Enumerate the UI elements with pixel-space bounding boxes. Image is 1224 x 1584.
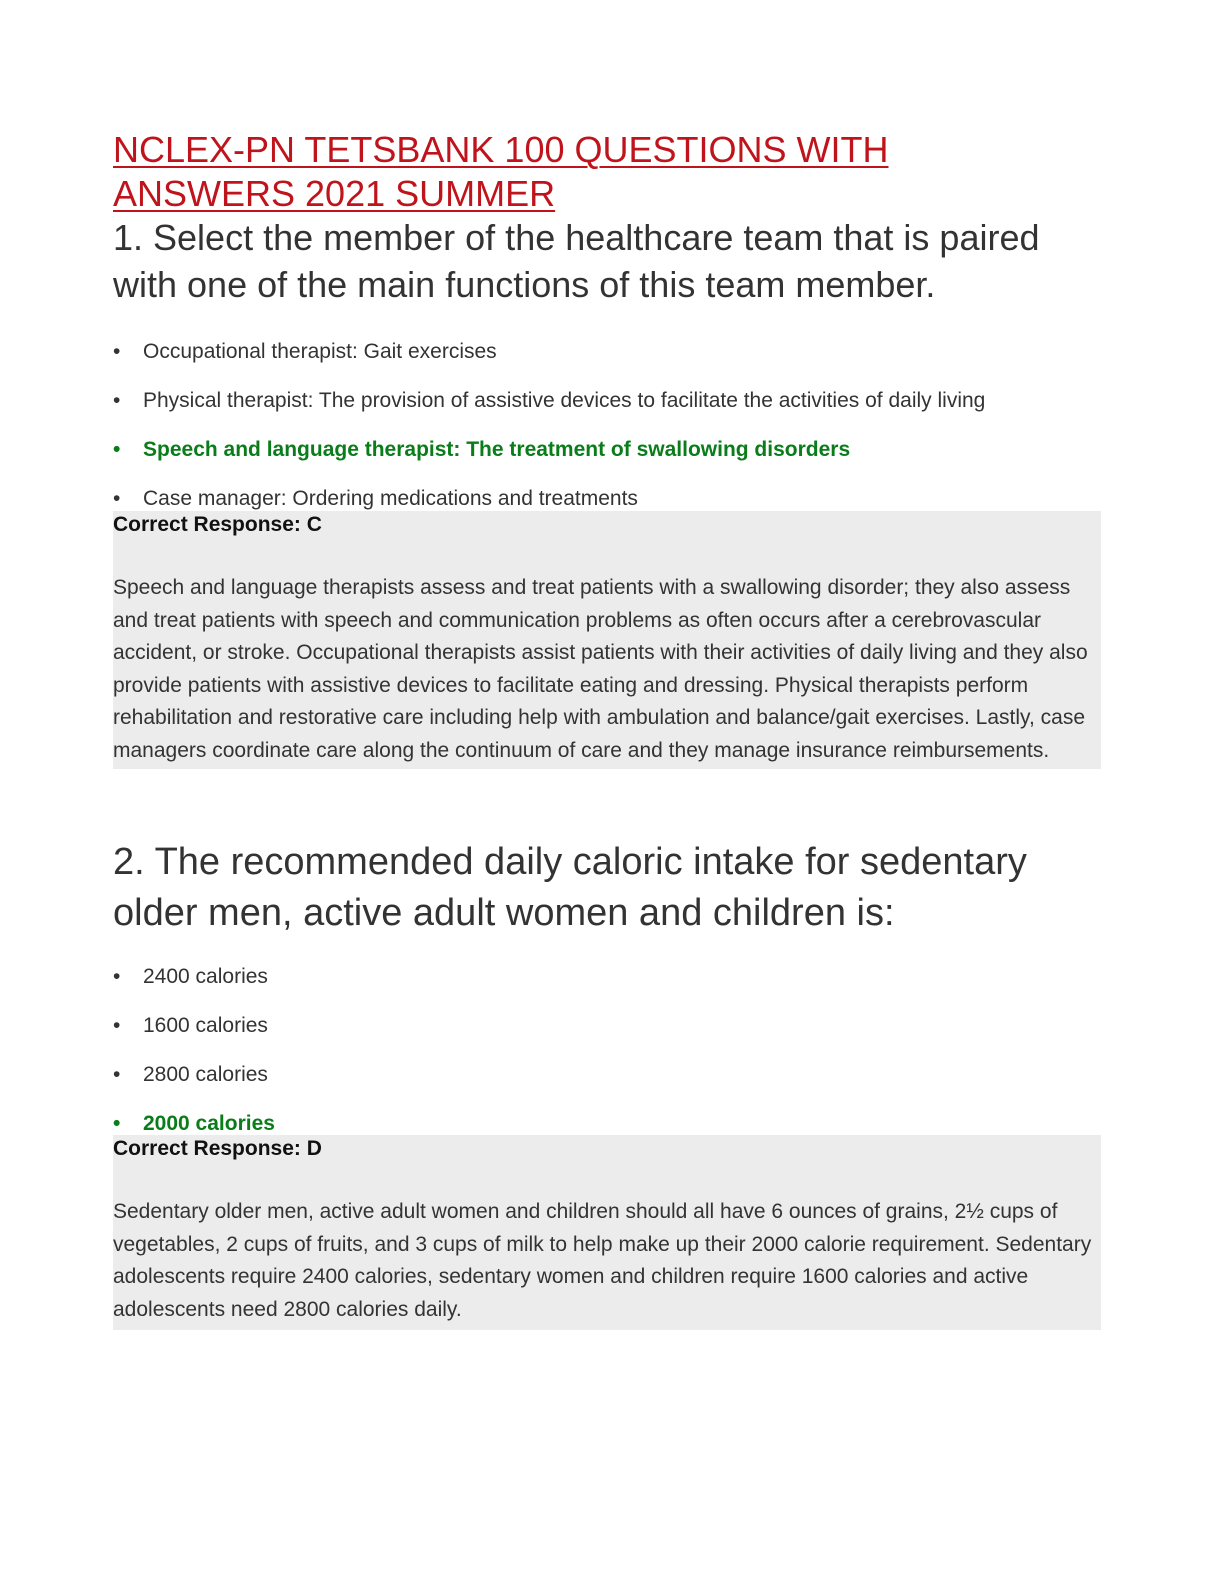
option-text: 1600 calories <box>143 1014 268 1037</box>
question-2-option-a <box>113 964 1101 990</box>
bullet-icon: • <box>113 487 121 510</box>
question-2 <box>113 837 1101 1330</box>
question-1-option-b <box>113 388 1101 414</box>
option-text: Speech and language therapist: The treatment of swallowing disorders <box>143 438 851 461</box>
question-1-options <box>113 339 1101 512</box>
bullet-icon: • <box>113 1112 121 1135</box>
option-text: 2400 calories <box>143 965 268 988</box>
option-text: Case manager: Ordering medications and treatments <box>143 487 638 510</box>
question-1-option-c-correct <box>113 437 1101 463</box>
bullet-icon: • <box>113 438 121 461</box>
option-text: Physical therapist: The provision of assistive devices to facilitate the activities of daily living <box>143 389 986 412</box>
question-1-correct-response: Correct Response: C <box>113 513 322 536</box>
question-2-options <box>113 964 1101 1137</box>
document-title-line-2: ANSWERS 2021 SUMMER <box>113 173 556 214</box>
document-title-line-1: NCLEX-PN TETSBANK 100 QUESTIONS WITH <box>113 129 889 170</box>
question-2-option-c <box>113 1062 1101 1088</box>
question-2-heading: 2. The recommended daily caloric intake for sedentary older men, active adult women and children is: <box>113 841 1027 934</box>
question-2-option-d-correct <box>113 1111 1101 1137</box>
question-1-answer-box <box>113 511 1101 769</box>
question-2-answer-box <box>113 1135 1101 1330</box>
bullet-icon: • <box>113 1014 121 1037</box>
question-1-explanation: Speech and language therapists assess and treat patients with a swallowing disorder; they also assess and treat patients with speech and communication problems as often occurs after a cerebrovascular accident, or stroke. Occupational therapists assist patients with their activities of daily living and they also provide patients with assistive devices to facilitate eating and dressing. Physical therapists perform rehabilitation and restorative care including help with ambulation and balance/gait exercises. Lastly, case managers coordinate care along the continuum of care and they manage insurance reimbursements. <box>113 576 1088 762</box>
bullet-icon: • <box>113 965 121 988</box>
question-1-option-a <box>113 339 1101 365</box>
bullet-icon: • <box>113 389 121 412</box>
question-2-correct-response: Correct Response: D <box>113 1137 322 1160</box>
option-text: 2000 calories <box>143 1112 275 1135</box>
question-2-explanation: Sedentary older men, active adult women and children should all have 6 ounces of grains, 2½ cups of vegetables, 2 cups of fruits, and 3 cups of milk to help make up their 2000 calorie requirement. Sedentary adolescents require 2400 calories, sedentary women and children require 1600 calories and active adolescents need 2800 calories daily. <box>113 1200 1092 1321</box>
question-2-option-b <box>113 1013 1101 1039</box>
question-1 <box>113 214 1101 769</box>
bullet-icon: • <box>113 340 121 363</box>
option-text: 2800 calories <box>143 1063 268 1086</box>
bullet-icon: • <box>113 1063 121 1086</box>
document-page <box>113 128 1101 1330</box>
document-title <box>113 128 1101 216</box>
option-text: Occupational therapist: Gait exercises <box>143 340 497 363</box>
question-1-heading: 1. Select the member of the healthcare team that is paired with one of the main functions of this team member. <box>113 217 1040 305</box>
question-1-option-d <box>113 486 1101 512</box>
